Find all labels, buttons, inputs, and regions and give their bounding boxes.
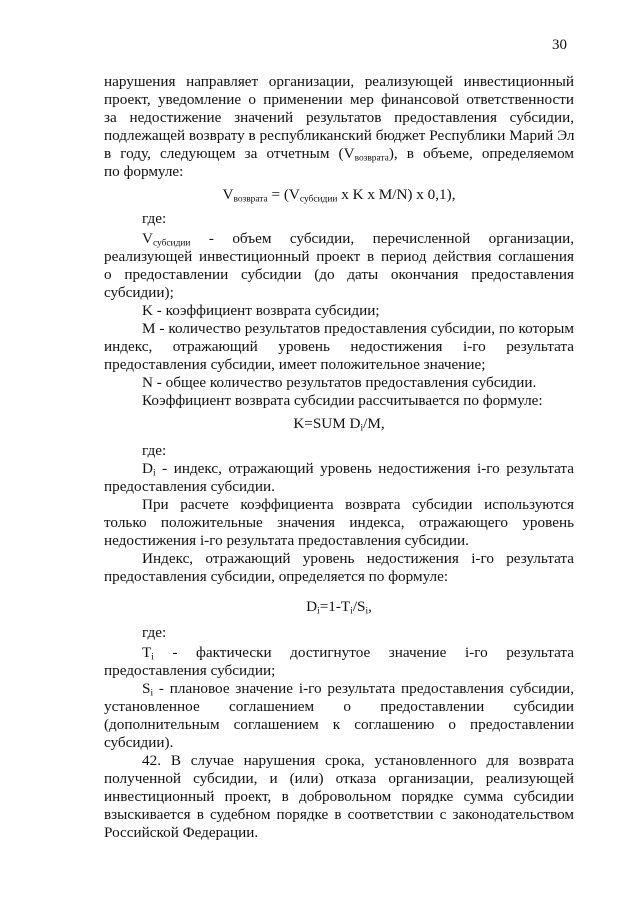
text-line: подлежащей возврату в республиканский бюджет Республики Марий Эл bbox=[104, 127, 575, 144]
text-line: предоставления субсидии; bbox=[104, 662, 276, 679]
text-line: по формуле: bbox=[104, 163, 184, 180]
text-line: взыскивается в судебном порядке в соответствии с законодательством bbox=[104, 806, 574, 823]
formula-return: $V_{возврата} = (V_{субсидии}$ x K x M/N) x 0,1), bbox=[222, 186, 456, 205]
text-line: $V_{субсидии}$ - объем субсидии, перечисленной организации, bbox=[142, 230, 574, 249]
text-line: предоставления субсидии, имеет положительное значение; bbox=[104, 356, 486, 373]
text-line: Российской Федерации. bbox=[104, 824, 259, 841]
text-line: Индекс, отражающий уровень недостижения i-го результата bbox=[142, 550, 574, 567]
text-line: полученной субсидии, и (или) отказа организации, реализующей bbox=[104, 770, 574, 787]
formula-index: $D_i=1-T_i/S_i$, bbox=[306, 598, 372, 617]
text-line: M - количество результатов предоставления субсидии, по которым bbox=[142, 320, 574, 337]
text-line: N - общее количество результатов предоставления субсидии. bbox=[142, 374, 537, 391]
text-line: предоставления субсидии, определяется по формуле: bbox=[104, 568, 449, 585]
text-line: реализующей инвестиционный проект в период действия соглашения bbox=[104, 248, 574, 265]
text-line: $D_i$ - индекс, отражающий уровень недостижения i-го результата bbox=[142, 460, 574, 479]
text-line: о предоставлении субсидии (до даты окончания предоставления bbox=[104, 266, 574, 283]
text-line: нарушения направляет организации, реализующей инвестиционный bbox=[104, 73, 574, 90]
text-line: только положительные значения индекса, отражающего уровень bbox=[104, 514, 574, 531]
text-line: предоставления субсидии. bbox=[104, 478, 275, 495]
text-line: в году, следующем за отчетным $(V_{возврата})$, в объеме, определяемом bbox=[104, 145, 574, 164]
text-line: (дополнительным соглашением к соглашению о предоставлении bbox=[104, 716, 574, 733]
text-line: Коэффициент возврата субсидии рассчитывается по формуле: bbox=[142, 392, 543, 409]
text-line: 42. В случае нарушения срока, установленного для возврата bbox=[142, 752, 574, 769]
text-line: где: bbox=[142, 442, 167, 459]
text-line: субсидии). bbox=[104, 734, 174, 751]
text-line: индекс, отражающий уровень недостижения i-го результата bbox=[104, 338, 574, 355]
text-line: При расчете коэффициента возврата субсидии используются bbox=[142, 496, 574, 513]
page-number: 30 bbox=[552, 37, 567, 53]
formula-coefficient: K=SUM $D_i/M$, bbox=[293, 415, 385, 434]
text-line: недостижения i-го результата предоставления субсидии. bbox=[104, 532, 469, 549]
text-line: установленное соглашением о предоставлении субсидии bbox=[104, 698, 574, 715]
text-line: инвестиционный проект, в добровольном порядке сумма субсидии bbox=[104, 788, 574, 805]
text-line: где: bbox=[142, 210, 167, 227]
text-line: $T_i$ - фактически достигнутое значение i-го результата bbox=[142, 644, 574, 663]
text-line: где: bbox=[142, 624, 167, 641]
text-line: K - коэффициент возврата субсидии; bbox=[142, 302, 380, 319]
text-line: $S_i$ - плановое значение i-го результата предоставления субсидии, bbox=[142, 680, 574, 699]
text-line: субсидии); bbox=[104, 284, 174, 301]
text-line: проект, уведомление о применении мер финансовой ответственности bbox=[104, 91, 574, 108]
text-line: за недостижение значений результатов предоставления субсидии, bbox=[104, 109, 574, 126]
